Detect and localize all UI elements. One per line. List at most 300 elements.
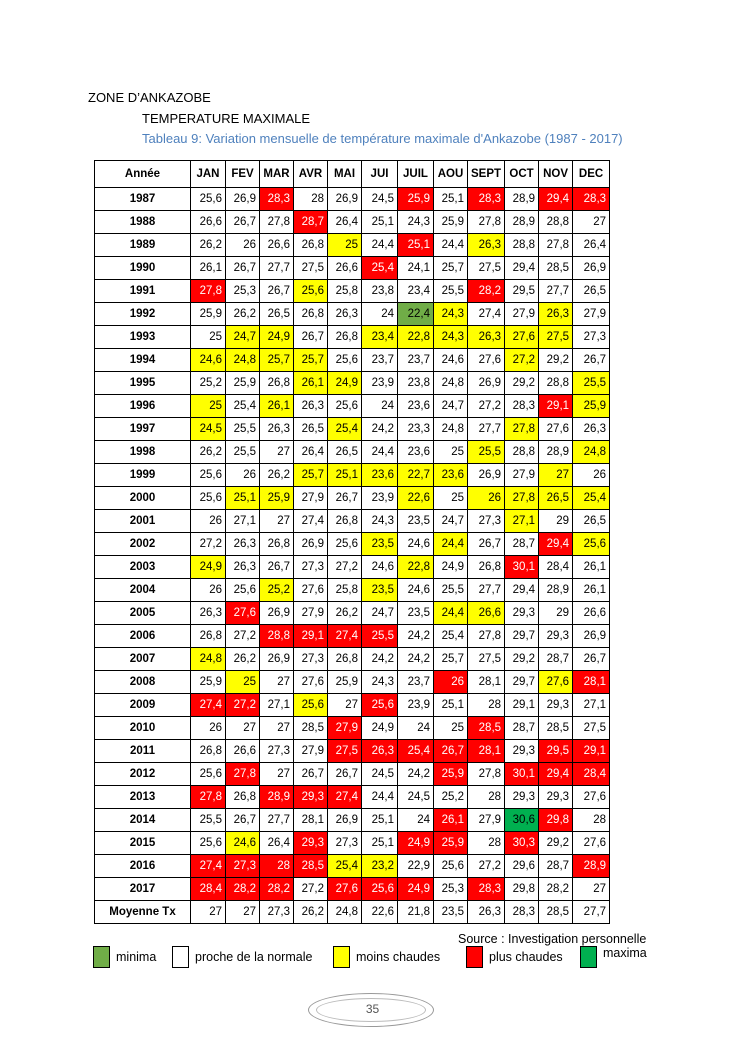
row-year: 2009 <box>95 694 191 717</box>
temperature-cell: 27,6 <box>539 418 573 441</box>
temperature-cell: 26,8 <box>294 234 328 257</box>
temperature-cell: 25,5 <box>434 579 468 602</box>
average-cell: 28,3 <box>505 901 539 924</box>
temperature-cell: 24,9 <box>434 556 468 579</box>
temperature-cell: 28,1 <box>573 671 610 694</box>
temperature-cell: 26,3 <box>468 234 505 257</box>
header-month: DEC <box>573 161 610 188</box>
temperature-cell: 26,6 <box>468 602 505 625</box>
temperature-cell: 29,4 <box>505 579 539 602</box>
row-year: 2007 <box>95 648 191 671</box>
temperature-cell: 26,1 <box>434 809 468 832</box>
temperature-cell: 28 <box>468 786 505 809</box>
temperature-cell: 24,2 <box>362 418 398 441</box>
temperature-cell: 24,9 <box>362 717 398 740</box>
temperature-cell: 22,6 <box>398 487 434 510</box>
temperature-cell: 25,5 <box>434 280 468 303</box>
temperature-cell: 26 <box>191 717 226 740</box>
temperature-cell: 23,7 <box>398 349 434 372</box>
temperature-cell: 29,1 <box>505 694 539 717</box>
temperature-cell: 28,7 <box>505 717 539 740</box>
temperature-cell: 25,4 <box>328 855 362 878</box>
temperature-cell: 28,2 <box>226 878 260 901</box>
temperature-cell: 24,5 <box>362 763 398 786</box>
temperature-cell: 29,4 <box>539 188 573 211</box>
temperature-cell: 27,7 <box>260 809 294 832</box>
temperature-cell: 27,6 <box>573 832 610 855</box>
temperature-cell: 23,6 <box>398 395 434 418</box>
temperature-cell: 24,2 <box>398 763 434 786</box>
temperature-cell: 24,5 <box>362 188 398 211</box>
temperature-cell: 23,9 <box>362 487 398 510</box>
temperature-cell: 23,4 <box>398 280 434 303</box>
temperature-cell: 29,4 <box>505 257 539 280</box>
temperature-cell: 27,6 <box>505 326 539 349</box>
row-year: 1987 <box>95 188 191 211</box>
temperature-cell: 29,3 <box>505 740 539 763</box>
row-year: 2005 <box>95 602 191 625</box>
temperature-cell: 27,6 <box>573 786 610 809</box>
temperature-cell: 28,3 <box>505 395 539 418</box>
temperature-cell: 26,5 <box>573 280 610 303</box>
temperature-cell: 26,4 <box>328 211 362 234</box>
temperature-cell: 26,8 <box>328 510 362 533</box>
temperature-cell: 24,6 <box>398 533 434 556</box>
temperature-cell: 26,3 <box>260 418 294 441</box>
temperature-cell: 27,3 <box>294 556 328 579</box>
table-row <box>95 280 610 303</box>
temperature-cell: 25,9 <box>398 188 434 211</box>
row-year: 2011 <box>95 740 191 763</box>
temperature-cell: 25,9 <box>434 763 468 786</box>
temperature-cell: 25,1 <box>434 188 468 211</box>
temperature-cell: 24 <box>398 809 434 832</box>
temperature-cell: 27,5 <box>294 257 328 280</box>
temperature-cell: 28,8 <box>539 211 573 234</box>
temperature-cell: 25,6 <box>328 395 362 418</box>
average-cell: 27 <box>191 901 226 924</box>
average-cell: 26,2 <box>294 901 328 924</box>
table-header-row <box>95 161 610 188</box>
temperature-cell: 25 <box>434 717 468 740</box>
temperature-cell: 26,3 <box>294 395 328 418</box>
temperature-cell: 26,5 <box>260 303 294 326</box>
temperature-cell: 23,6 <box>398 441 434 464</box>
temperature-cell: 25,1 <box>328 464 362 487</box>
temperature-cell: 23,6 <box>362 464 398 487</box>
temperature-cell: 29 <box>539 510 573 533</box>
temperature-cell: 28 <box>468 694 505 717</box>
temperature-cell: 24,1 <box>398 257 434 280</box>
temperature-cell: 29,6 <box>505 855 539 878</box>
temperature-cell: 24,6 <box>191 349 226 372</box>
temperature-cell: 28,3 <box>468 878 505 901</box>
table-row <box>95 579 610 602</box>
table-row <box>95 855 610 878</box>
temperature-cell: 28,8 <box>505 234 539 257</box>
temperature-cell: 29,3 <box>294 832 328 855</box>
temperature-cell: 29,1 <box>539 395 573 418</box>
temperature-cell: 24,4 <box>362 441 398 464</box>
temperature-cell: 28,5 <box>539 257 573 280</box>
temperature-cell: 26,7 <box>434 740 468 763</box>
temperature-cell: 25,7 <box>260 349 294 372</box>
temperature-cell: 24,3 <box>398 211 434 234</box>
legend-label: moins chaudes <box>356 950 441 964</box>
temperature-cell: 26,4 <box>573 234 610 257</box>
temperature-cell: 29,3 <box>539 625 573 648</box>
temperature-cell: 28,9 <box>505 211 539 234</box>
row-year: 1996 <box>95 395 191 418</box>
temperature-cell: 27,4 <box>328 786 362 809</box>
temperature-cell: 26,7 <box>226 257 260 280</box>
temperature-cell: 23,5 <box>398 602 434 625</box>
table-row <box>95 671 610 694</box>
temperature-cell: 24,7 <box>434 510 468 533</box>
temperature-cell: 28,4 <box>573 763 610 786</box>
temperature-cell: 28,2 <box>468 280 505 303</box>
temperature-cell: 27 <box>260 510 294 533</box>
temperature-cell: 27,2 <box>294 878 328 901</box>
temperature-cell: 26,1 <box>573 556 610 579</box>
temperature-cell: 25,4 <box>434 625 468 648</box>
table-row <box>95 464 610 487</box>
temperature-cell: 26,9 <box>468 464 505 487</box>
temperature-cell: 27,2 <box>328 556 362 579</box>
temperature-cell: 25,5 <box>468 441 505 464</box>
table-row-average <box>95 901 610 924</box>
temperature-cell: 25,6 <box>191 188 226 211</box>
temperature-cell: 29,4 <box>539 533 573 556</box>
temperature-cell: 29,3 <box>505 602 539 625</box>
table-row <box>95 786 610 809</box>
temperature-cell: 25,6 <box>191 487 226 510</box>
temperature-cell: 24,6 <box>362 556 398 579</box>
temperature-cell: 30,1 <box>505 763 539 786</box>
temperature-cell: 26,7 <box>226 211 260 234</box>
temperature-cell: 27,7 <box>468 579 505 602</box>
temperature-cell: 25,2 <box>191 372 226 395</box>
temperature-cell: 27,8 <box>260 211 294 234</box>
row-year: 1995 <box>95 372 191 395</box>
temperature-cell: 26,2 <box>260 464 294 487</box>
temperature-cell: 25,6 <box>191 832 226 855</box>
temperature-cell: 22,4 <box>398 303 434 326</box>
temperature-cell: 24,4 <box>434 533 468 556</box>
temperature-cell: 25,7 <box>294 464 328 487</box>
temperature-cell: 28,1 <box>294 809 328 832</box>
temperature-cell: 26,3 <box>226 533 260 556</box>
temperature-cell: 27 <box>539 464 573 487</box>
temperature-cell: 24,8 <box>226 349 260 372</box>
temperature-cell: 28 <box>294 188 328 211</box>
legend-swatch <box>580 946 597 968</box>
row-year: 2001 <box>95 510 191 533</box>
temperature-cell: 24,7 <box>434 395 468 418</box>
temperature-cell: 26,7 <box>328 487 362 510</box>
temperature-cell: 24,9 <box>328 372 362 395</box>
table-row <box>95 556 610 579</box>
temperature-cell: 23,9 <box>398 694 434 717</box>
table-row <box>95 648 610 671</box>
temperature-cell: 29,2 <box>539 349 573 372</box>
temperature-cell: 26,2 <box>328 602 362 625</box>
temperature-cell: 27,9 <box>505 464 539 487</box>
temperature-cell: 25,4 <box>398 740 434 763</box>
temperature-cell: 25,4 <box>328 418 362 441</box>
temperature-cell: 26,8 <box>260 372 294 395</box>
temperature-cell: 27,8 <box>191 786 226 809</box>
temperature-cell: 28,3 <box>573 188 610 211</box>
temperature-cell: 24,6 <box>434 349 468 372</box>
temperature-cell: 27,9 <box>294 602 328 625</box>
temperature-cell: 27,2 <box>468 395 505 418</box>
temperature-cell: 26,6 <box>260 234 294 257</box>
average-cell: 22,6 <box>362 901 398 924</box>
temperature-cell: 27,9 <box>573 303 610 326</box>
temperature-cell: 28,9 <box>260 786 294 809</box>
temperature-cell: 25,6 <box>328 533 362 556</box>
average-cell: 21,8 <box>398 901 434 924</box>
header-month: AVR <box>294 161 328 188</box>
temperature-cell: 25,5 <box>191 809 226 832</box>
temperature-cell: 25,6 <box>362 878 398 901</box>
temperature-cell: 26 <box>226 234 260 257</box>
temperature-cell: 29,5 <box>539 740 573 763</box>
temperature-cell: 28 <box>260 855 294 878</box>
table-row <box>95 740 610 763</box>
temperature-cell: 25,2 <box>434 786 468 809</box>
temperature-cell: 28,7 <box>505 533 539 556</box>
temperature-cell: 25 <box>328 234 362 257</box>
legend-label: plus chaudes <box>489 950 563 964</box>
temperature-cell: 26,2 <box>226 648 260 671</box>
temperature-cell: 26,8 <box>468 556 505 579</box>
temperature-cell: 26,7 <box>294 763 328 786</box>
temperature-cell: 27,8 <box>505 418 539 441</box>
table-row <box>95 303 610 326</box>
temperature-cell: 27,4 <box>328 625 362 648</box>
row-year: 1992 <box>95 303 191 326</box>
temperature-cell: 27,8 <box>468 625 505 648</box>
row-year: 2010 <box>95 717 191 740</box>
temperature-cell: 28,4 <box>539 556 573 579</box>
temperature-cell: 27,4 <box>294 510 328 533</box>
temperature-cell: 26,9 <box>573 625 610 648</box>
temperature-cell: 26,2 <box>191 234 226 257</box>
row-year: 2014 <box>95 809 191 832</box>
temperature-cell: 26,9 <box>328 188 362 211</box>
temperature-cell: 25,6 <box>434 855 468 878</box>
temperature-cell: 24,7 <box>226 326 260 349</box>
table-row <box>95 625 610 648</box>
temperature-cell: 24,4 <box>362 234 398 257</box>
row-year: 1997 <box>95 418 191 441</box>
temperature-cell: 25 <box>434 487 468 510</box>
header-month: SEPT <box>468 161 505 188</box>
temperature-cell: 26,7 <box>260 280 294 303</box>
temperature-cell: 24,9 <box>191 556 226 579</box>
row-year: 2008 <box>95 671 191 694</box>
row-year: 1990 <box>95 257 191 280</box>
temperature-cell: 27,8 <box>468 763 505 786</box>
table-row <box>95 211 610 234</box>
table-row <box>95 441 610 464</box>
header-year: Année <box>95 161 191 188</box>
temperature-cell: 28,5 <box>468 717 505 740</box>
temperature-cell: 28,1 <box>468 671 505 694</box>
temperature-cell: 27,2 <box>468 855 505 878</box>
temperature-cell: 27,2 <box>191 533 226 556</box>
temperature-cell: 25,5 <box>226 418 260 441</box>
temperature-cell: 27,5 <box>573 717 610 740</box>
temperature-cell: 27,6 <box>468 349 505 372</box>
table-row <box>95 418 610 441</box>
temperature-cell: 26,8 <box>294 303 328 326</box>
temperature-cell: 24,2 <box>398 625 434 648</box>
table-body <box>95 188 610 924</box>
temperature-cell: 29,3 <box>505 786 539 809</box>
temperature-cell: 23,4 <box>362 326 398 349</box>
legend-label: proche de la normale <box>195 950 313 964</box>
temperature-cell: 25,9 <box>191 303 226 326</box>
temperature-cell: 25,6 <box>294 694 328 717</box>
temperature-cell: 26,7 <box>573 648 610 671</box>
table-row <box>95 878 610 901</box>
temperature-cell: 29,2 <box>539 832 573 855</box>
temperature-cell: 26 <box>468 487 505 510</box>
temperature-cell: 25,1 <box>362 832 398 855</box>
row-year: 2003 <box>95 556 191 579</box>
temperature-cell: 25,5 <box>573 372 610 395</box>
temperature-cell: 26,3 <box>468 326 505 349</box>
temperature-cell: 28,2 <box>260 878 294 901</box>
temperature-cell: 25,6 <box>573 533 610 556</box>
legend-swatch <box>93 946 110 968</box>
temperature-cell: 27,3 <box>226 855 260 878</box>
temperature-cell: 26,9 <box>328 809 362 832</box>
temperature-cell: 23,2 <box>362 855 398 878</box>
table-row <box>95 188 610 211</box>
header-month: FEV <box>226 161 260 188</box>
header-month: MAI <box>328 161 362 188</box>
row-year: 1989 <box>95 234 191 257</box>
temperature-cell: 26 <box>573 464 610 487</box>
average-cell: 27,3 <box>260 901 294 924</box>
temperature-cell: 25,2 <box>260 579 294 602</box>
temperature-cell: 27,3 <box>468 510 505 533</box>
temperature-cell: 25,9 <box>260 487 294 510</box>
temperature-cell: 26 <box>191 510 226 533</box>
temperature-cell: 27,8 <box>191 280 226 303</box>
temperature-cell: 27,9 <box>328 717 362 740</box>
temperature-cell: 25,8 <box>328 280 362 303</box>
row-year: 1998 <box>95 441 191 464</box>
legend-swatch <box>333 946 350 968</box>
temperature-cell: 24,4 <box>434 602 468 625</box>
table-row <box>95 602 610 625</box>
temperature-cell: 25,6 <box>191 464 226 487</box>
temperature-cell: 27,6 <box>328 878 362 901</box>
temperature-cell: 27 <box>260 441 294 464</box>
legend-swatch <box>466 946 483 968</box>
temperature-cell: 26,6 <box>573 602 610 625</box>
page-number: 35 <box>365 1002 380 1016</box>
temperature-cell: 22,9 <box>398 855 434 878</box>
temperature-cell: 29,3 <box>539 694 573 717</box>
temperature-cell: 27 <box>573 878 610 901</box>
temperature-cell: 27 <box>260 671 294 694</box>
temperature-cell: 26,4 <box>294 441 328 464</box>
table-row <box>95 832 610 855</box>
temperature-cell: 25,9 <box>434 832 468 855</box>
temperature-cell: 28 <box>468 832 505 855</box>
temperature-cell: 24,8 <box>434 418 468 441</box>
temperature-cell: 27,2 <box>226 694 260 717</box>
temperature-cell: 27,5 <box>328 740 362 763</box>
average-cell: 24,8 <box>328 901 362 924</box>
temperature-cell: 25 <box>434 441 468 464</box>
temperature-cell: 24,8 <box>434 372 468 395</box>
temperature-cell: 24,2 <box>362 648 398 671</box>
temperature-cell: 25,9 <box>573 395 610 418</box>
temperature-cell: 25 <box>191 395 226 418</box>
table-row <box>95 717 610 740</box>
temperature-cell: 27,9 <box>294 740 328 763</box>
temperature-cell: 25,6 <box>191 763 226 786</box>
temperature-cell: 27 <box>573 211 610 234</box>
temperature-cell: 26,9 <box>468 372 505 395</box>
temperature-cell: 27,6 <box>539 671 573 694</box>
temperature-cell: 26,9 <box>226 188 260 211</box>
temperature-cell: 27,8 <box>505 487 539 510</box>
row-year: 2015 <box>95 832 191 855</box>
temperature-cell: 27,3 <box>328 832 362 855</box>
temperature-cell: 28,8 <box>539 372 573 395</box>
temperature-cell: 27,6 <box>294 671 328 694</box>
temperature-cell: 24 <box>362 395 398 418</box>
row-year: 2000 <box>95 487 191 510</box>
temperature-cell: 26,3 <box>226 556 260 579</box>
row-year: 1991 <box>95 280 191 303</box>
temperature-cell: 26,8 <box>260 533 294 556</box>
temperature-cell: 26,8 <box>191 625 226 648</box>
average-label: Moyenne Tx <box>95 901 191 924</box>
temperature-cell: 24,4 <box>434 234 468 257</box>
temperature-cell: 29,2 <box>505 648 539 671</box>
table-row <box>95 326 610 349</box>
temperature-cell: 28,7 <box>539 648 573 671</box>
temperature-cell: 28,9 <box>539 579 573 602</box>
temperature-cell: 28 <box>573 809 610 832</box>
temperature-cell: 26,8 <box>328 326 362 349</box>
temperature-cell: 26,2 <box>226 303 260 326</box>
temperature-cell: 27,5 <box>468 257 505 280</box>
temperature-cell: 27,9 <box>468 809 505 832</box>
temperature-cell: 27 <box>260 717 294 740</box>
temperature-cell: 24,4 <box>362 786 398 809</box>
temperature-cell: 27,5 <box>468 648 505 671</box>
temperature-cell: 25,7 <box>294 349 328 372</box>
temperature-cell: 25,1 <box>398 234 434 257</box>
temperature-cell: 26,3 <box>191 602 226 625</box>
temperature-cell: 26,3 <box>573 418 610 441</box>
temperature-cell: 24,3 <box>362 510 398 533</box>
temperature-cell: 26,7 <box>328 763 362 786</box>
row-year: 1994 <box>95 349 191 372</box>
temperature-cell: 23,5 <box>362 579 398 602</box>
temperature-cell: 25,7 <box>434 648 468 671</box>
